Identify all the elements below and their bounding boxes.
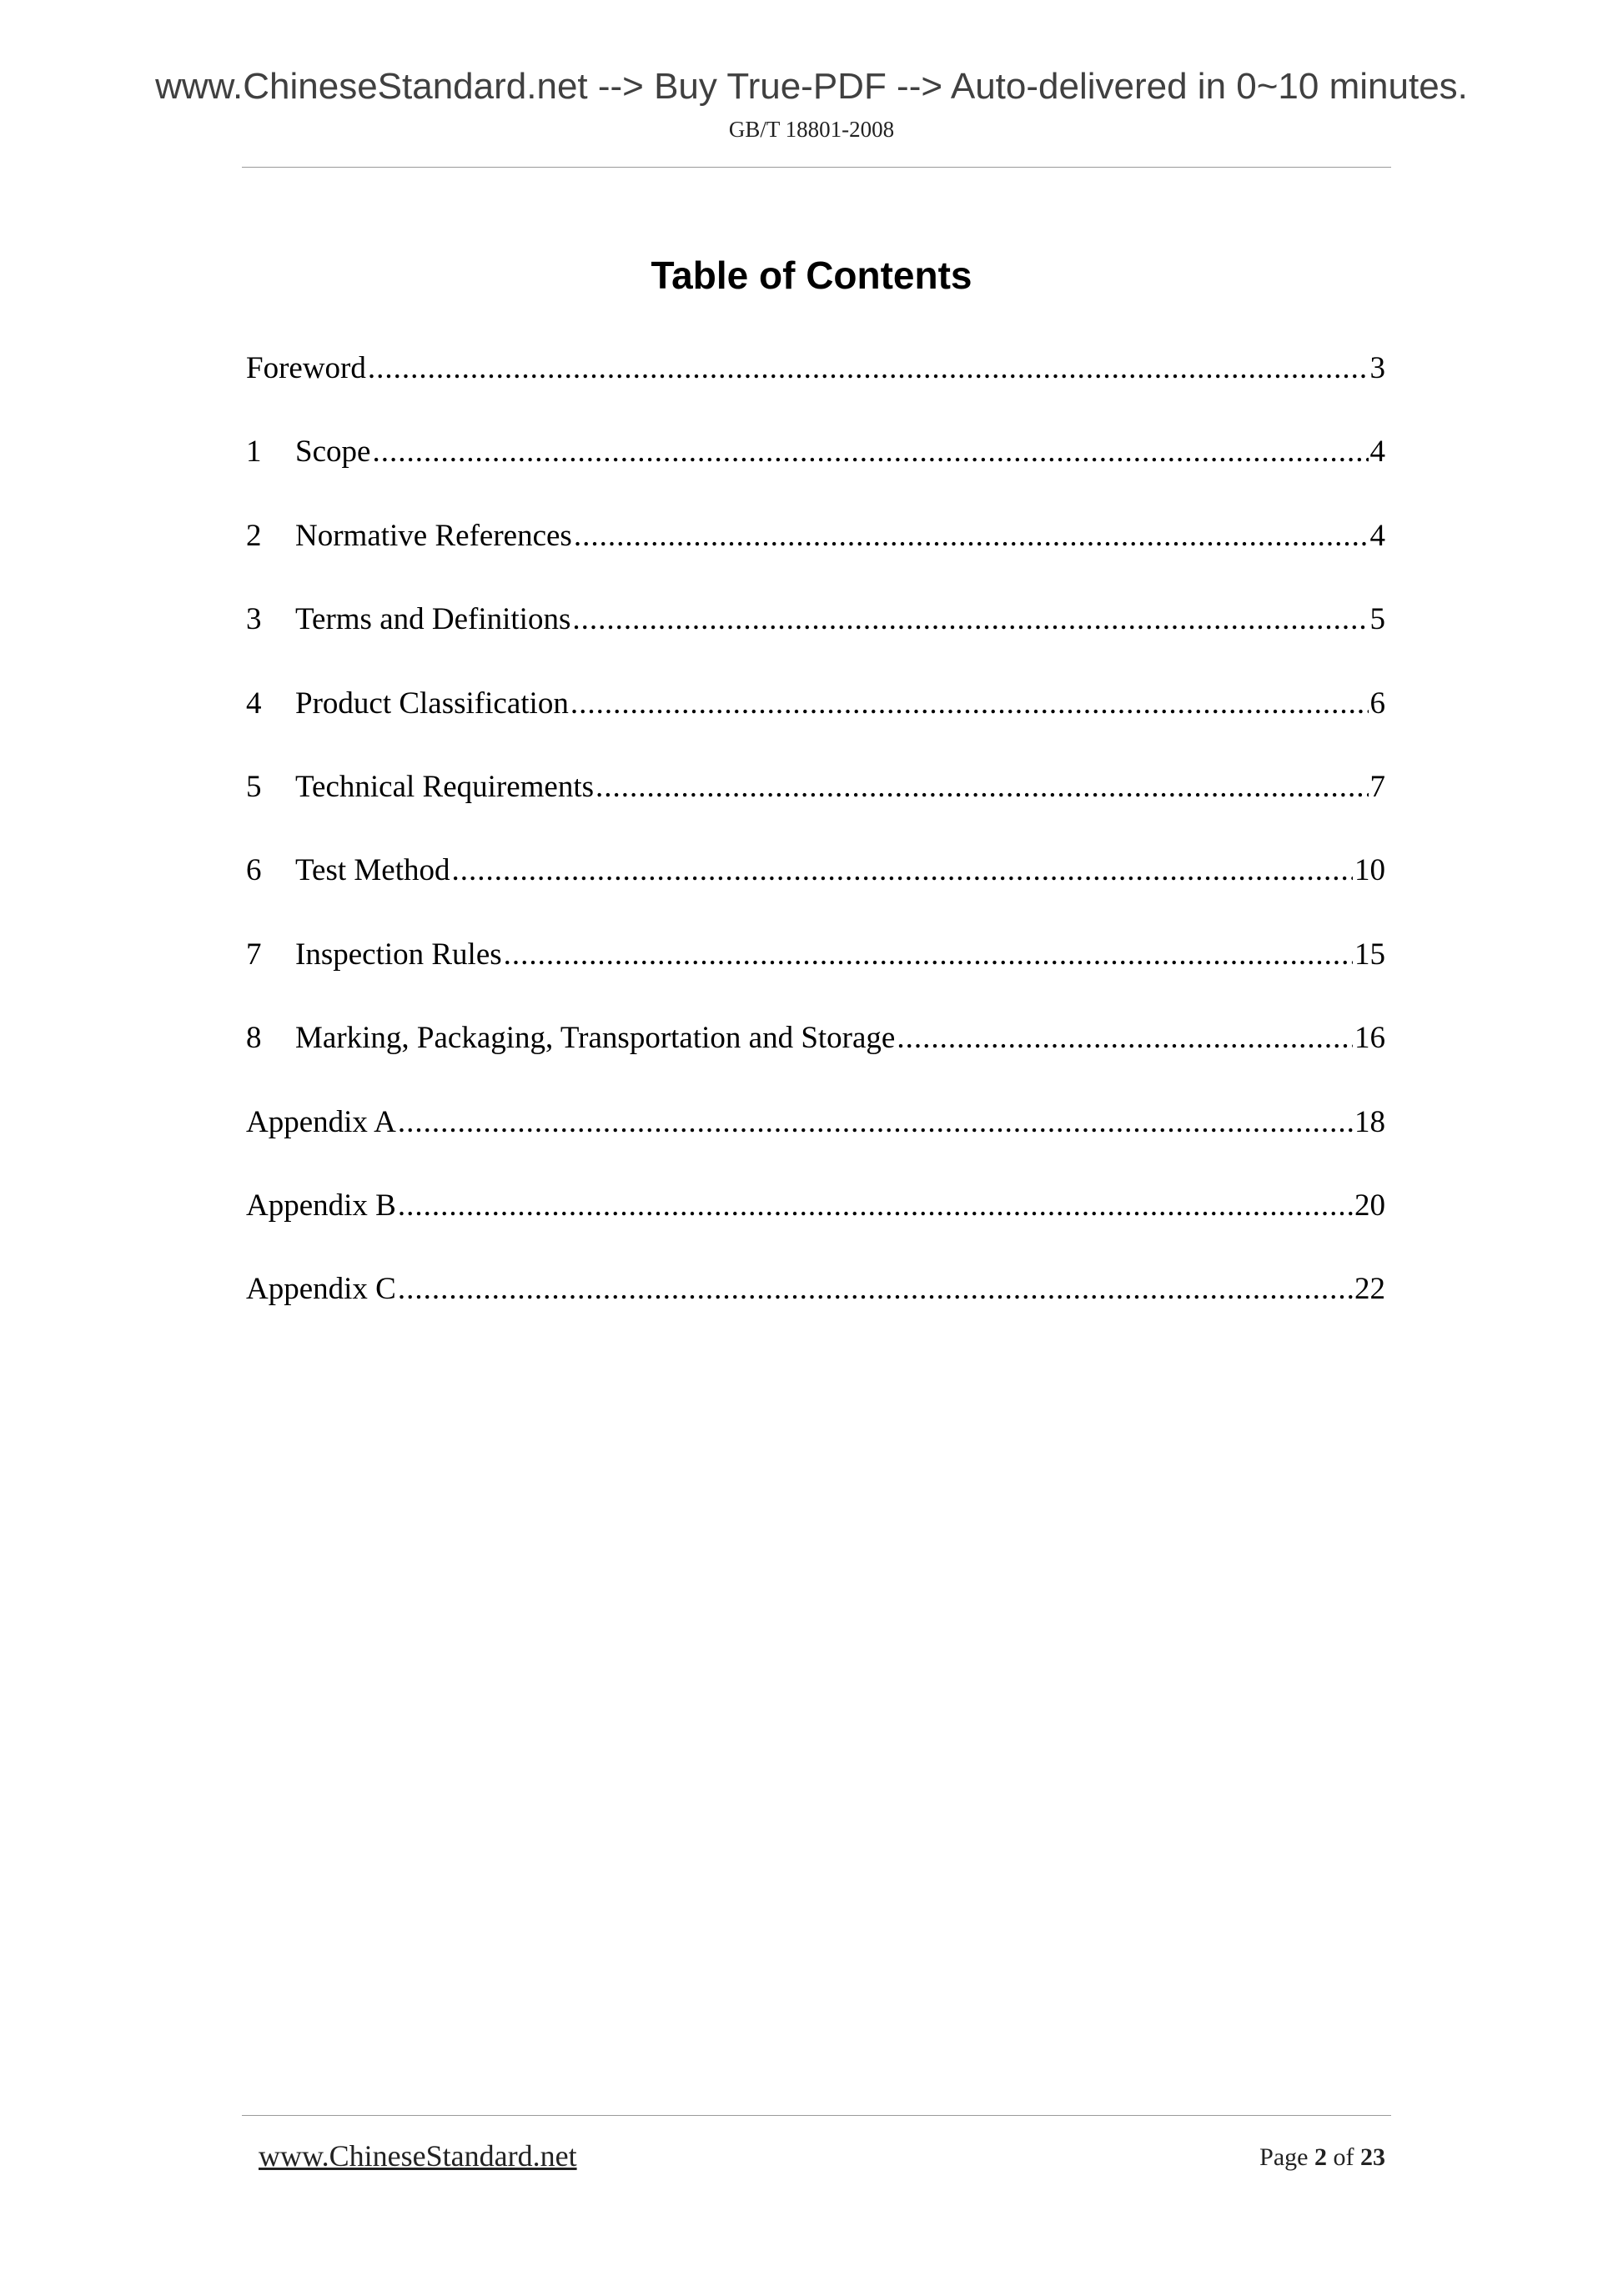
table-of-contents	[246, 344, 1385, 1349]
toc-entry-scope[interactable]	[246, 427, 1385, 510]
page-prefix: Page	[1259, 2143, 1309, 2171]
standard-code: GB/T 18801-2008	[728, 117, 895, 142]
toc-entry-label: Inspection Rules	[295, 937, 502, 972]
toc-entry-appendix-b[interactable]	[246, 1181, 1385, 1264]
toc-entry-page: 15	[1354, 937, 1385, 972]
toc-entry-normative-references[interactable]	[246, 511, 1385, 595]
dot-leader	[570, 679, 1369, 729]
toc-entry-product-classification[interactable]	[246, 679, 1385, 762]
toc-entry-test-method[interactable]	[246, 846, 1385, 929]
header-divider	[242, 167, 1391, 168]
toc-entry-number: 4	[246, 686, 262, 721]
toc-entry-label: Scope	[295, 435, 371, 470]
page-indicator	[1259, 2141, 1385, 2174]
toc-title: Table of Contents	[651, 254, 972, 297]
toc-entry-label: Appendix A	[246, 1104, 396, 1139]
header-banner: www.ChineseStandard.net --> Buy True-PDF --> Auto-delivered in 0~10 minutes.	[155, 66, 1468, 107]
dot-leader	[595, 762, 1368, 812]
toc-entry-page: 10	[1354, 853, 1385, 888]
toc-entry-number: 5	[246, 769, 262, 804]
toc-entry-page: 5	[1369, 602, 1385, 637]
toc-entry-number: 1	[246, 435, 262, 470]
toc-entry-label: Technical Requirements	[295, 769, 595, 804]
toc-entry-page: 7	[1369, 769, 1385, 804]
toc-entry-page: 22	[1354, 1272, 1385, 1307]
toc-entry-number: 7	[246, 937, 262, 972]
toc-entry-page: 6	[1369, 686, 1385, 721]
dot-leader	[372, 427, 1368, 477]
page-total: 23	[1360, 2143, 1385, 2171]
toc-entry-number: 6	[246, 853, 262, 888]
dot-leader	[398, 1264, 1353, 1314]
toc-entry-terms-definitions[interactable]	[246, 595, 1385, 678]
footer-divider	[242, 2115, 1391, 2116]
toc-entry-label: Test Method	[295, 853, 450, 888]
toc-entry-label: Foreword	[246, 351, 366, 385]
dot-leader	[398, 1181, 1353, 1231]
toc-entry-label: Appendix C	[246, 1272, 396, 1307]
toc-entry-page: 3	[1369, 351, 1385, 385]
toc-entry-page: 18	[1354, 1104, 1385, 1139]
toc-entry-page: 4	[1369, 518, 1385, 553]
footer-website-link[interactable]: www.ChineseStandard.net	[259, 2139, 577, 2173]
toc-entry-page: 20	[1354, 1188, 1385, 1223]
toc-entry-foreword[interactable]	[246, 344, 1385, 427]
page-of: of	[1333, 2143, 1354, 2171]
toc-entry-label: Normative References	[295, 518, 572, 553]
toc-entry-page: 4	[1369, 435, 1385, 470]
dot-leader	[398, 1098, 1353, 1148]
dot-leader	[451, 846, 1353, 896]
dot-leader	[897, 1013, 1353, 1063]
dot-leader	[574, 511, 1369, 561]
toc-entry-appendix-a[interactable]	[246, 1098, 1385, 1181]
toc-entry-appendix-c[interactable]	[246, 1264, 1385, 1348]
toc-entry-technical-requirements[interactable]	[246, 762, 1385, 846]
toc-entry-label: Appendix B	[246, 1188, 396, 1223]
dot-leader	[368, 344, 1369, 394]
toc-entry-number: 3	[246, 602, 262, 637]
toc-entry-label: Product Classification	[295, 686, 569, 721]
page-current: 2	[1314, 2143, 1327, 2171]
toc-entry-label: Marking, Packaging, Transportation and Storage	[295, 1021, 896, 1056]
dot-leader	[504, 930, 1353, 980]
toc-entry-number: 8	[246, 1021, 262, 1056]
toc-entry-label: Terms and Definitions	[295, 602, 571, 637]
toc-entry-marking-packaging[interactable]	[246, 1013, 1385, 1097]
toc-entry-page: 16	[1354, 1021, 1385, 1056]
toc-entry-inspection-rules[interactable]	[246, 930, 1385, 1013]
toc-entry-number: 2	[246, 518, 262, 553]
dot-leader	[572, 595, 1368, 645]
